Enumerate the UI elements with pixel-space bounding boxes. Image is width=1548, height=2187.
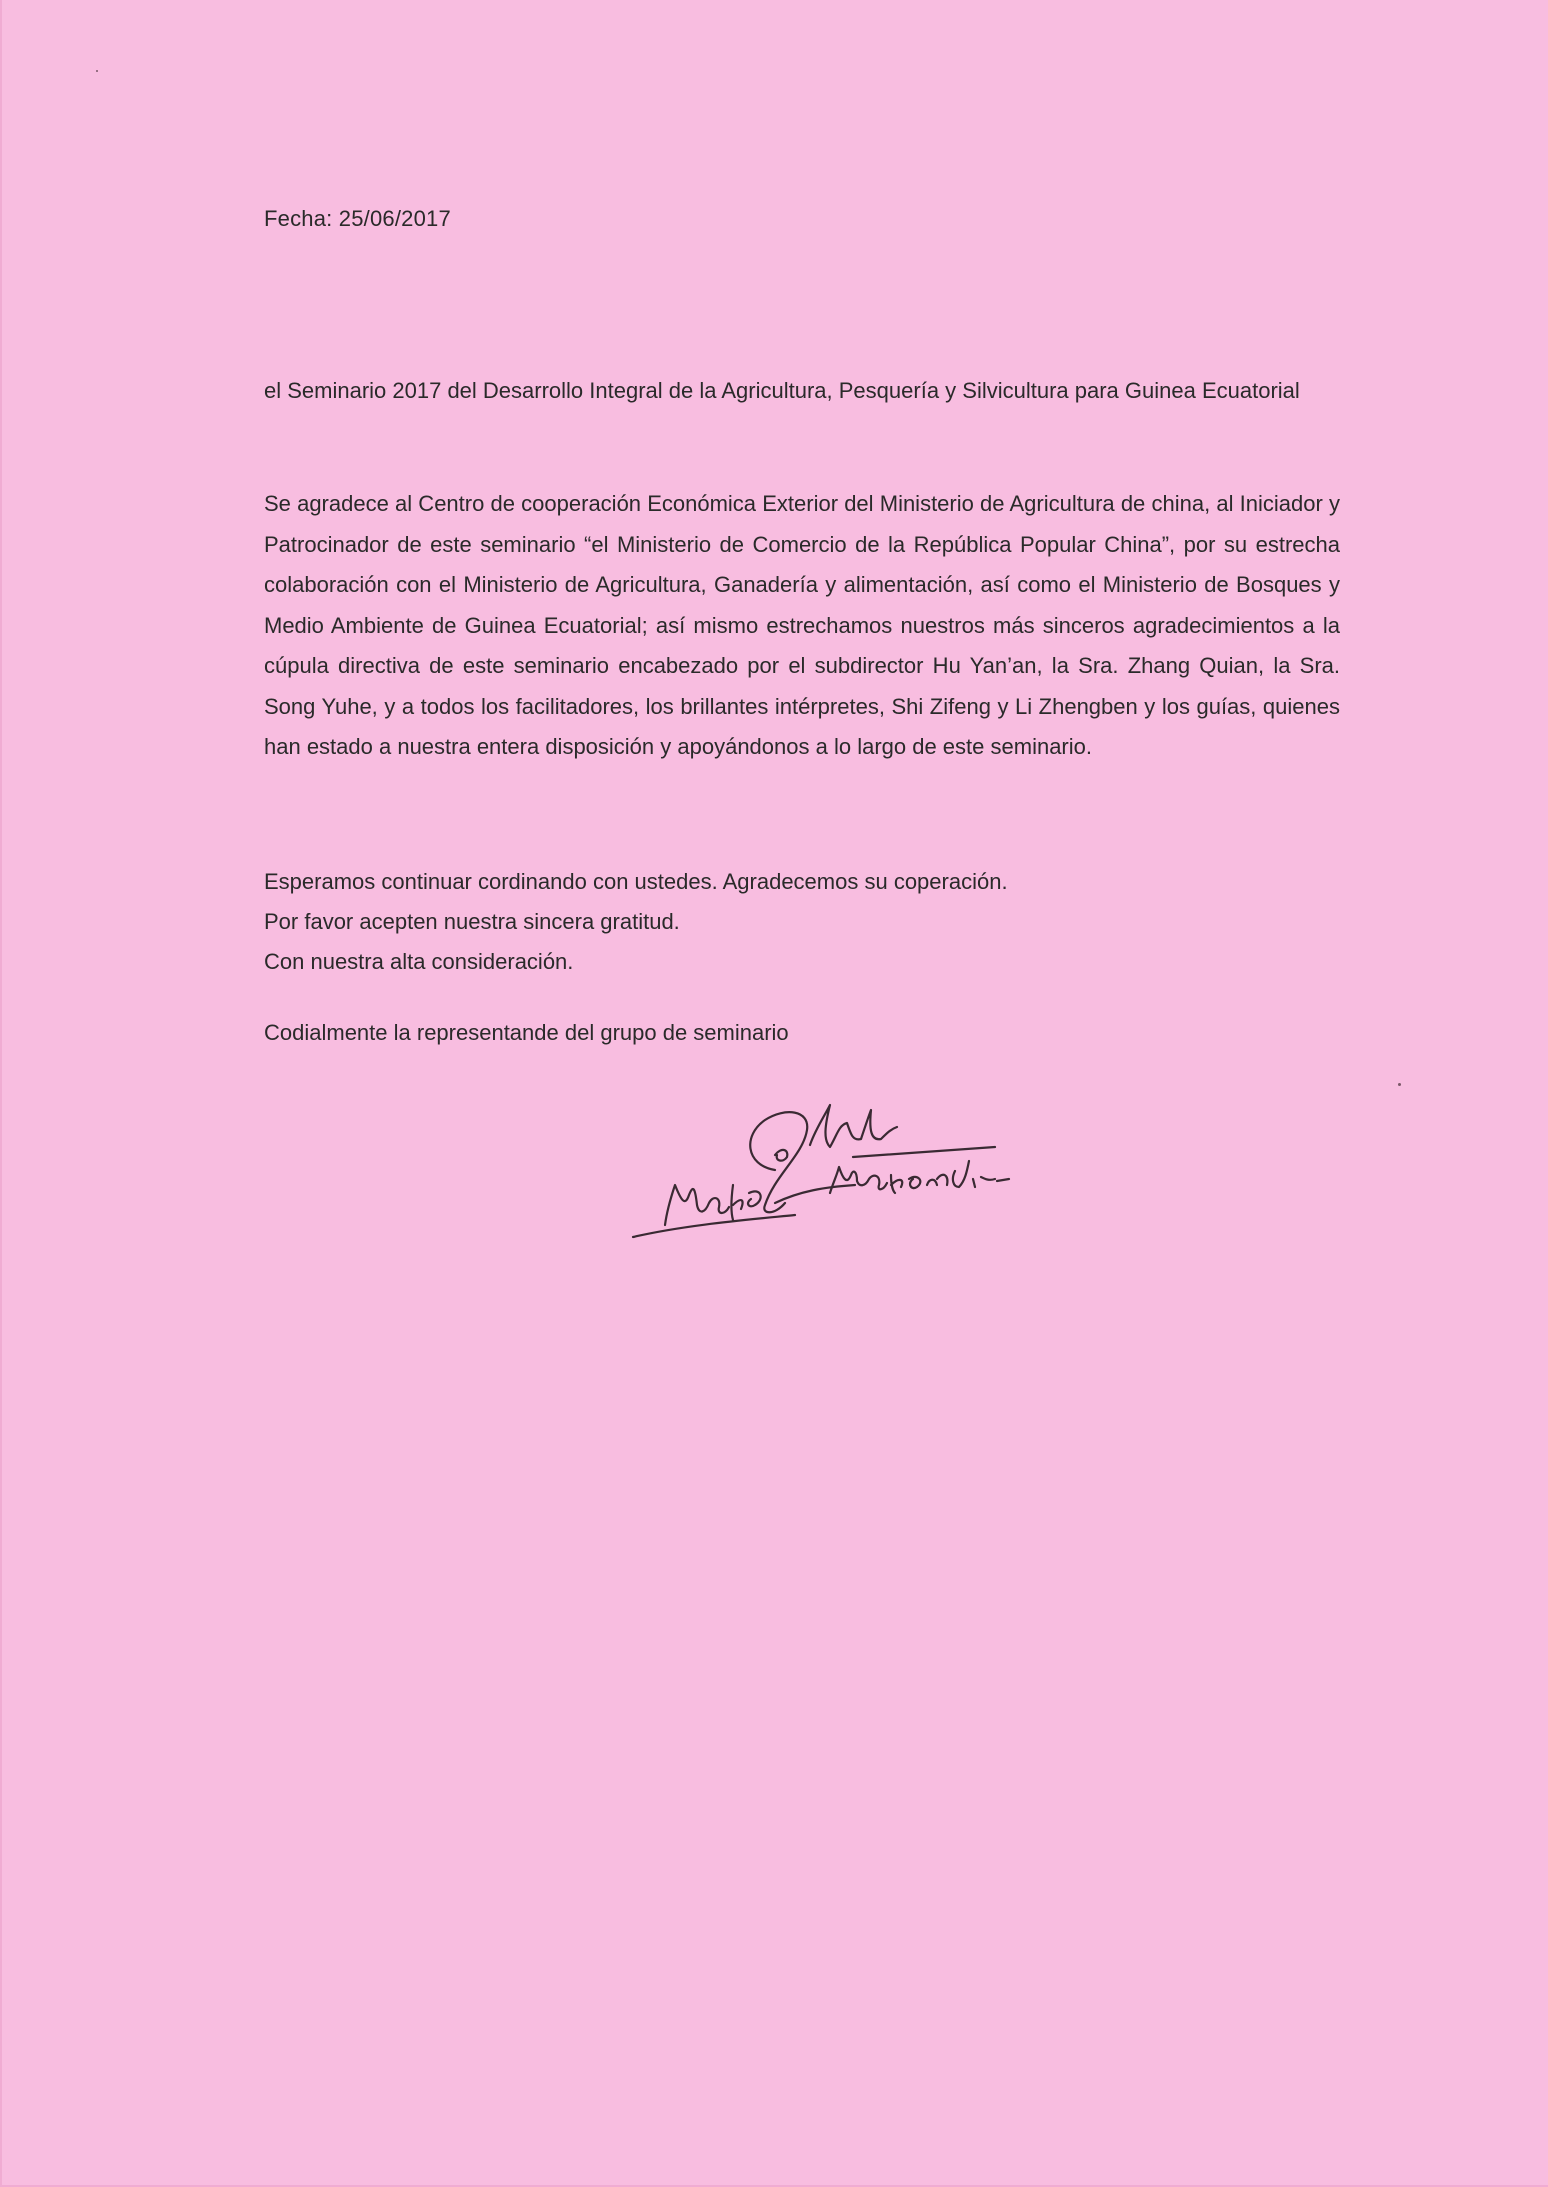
letter-date: Fecha: 25/06/2017 <box>264 206 451 231</box>
letter-body: Se agradece al Centro de cooperación Económica Exterior del Ministerio de Agricultura de china, al Iniciador y Patrocinador de este seminario “el Ministerio de Comercio de la República Popular China”, por su estrecha colaboración con el Ministerio de Agricultura, Ganadería y alimentación, así como el Ministerio de Bosques y Medio Ambiente de Guinea Ecuatorial; así mismo estrechamos nuestros más sinceros agradecimientos a la cúpula directiva de este seminario encabezado por el subdirector Hu Yan’an, la Sra. Zhang Quian, la Sra. Song Yuhe, y a todos los facilitadores, los brillantes intérpretes, Shi Zifeng y Li Zhengben y los guías, quienes han estado a nuestra entera disposición y apoyándonos a lo largo de este seminario. <box>264 491 1340 759</box>
letter-subject: el Seminario 2017 del Desarrollo Integral de la Agricultura, Pesquería y Silvicultura para Guinea Ecuatorial <box>264 378 1300 403</box>
closing-block <box>264 862 1008 982</box>
closing-line: Esperamos continuar cordinando con ustedes. Agradecemos su coperación. <box>264 869 1008 894</box>
handwritten-signature <box>625 1075 1015 1245</box>
scan-speck <box>96 70 98 72</box>
regards-line: Codialmente la representande del grupo de seminario <box>264 1020 789 1045</box>
scan-speck <box>1398 1083 1401 1086</box>
closing-line: Con nuestra alta consideración. <box>264 949 574 974</box>
closing-line: Por favor acepten nuestra sincera gratitud. <box>264 909 680 934</box>
